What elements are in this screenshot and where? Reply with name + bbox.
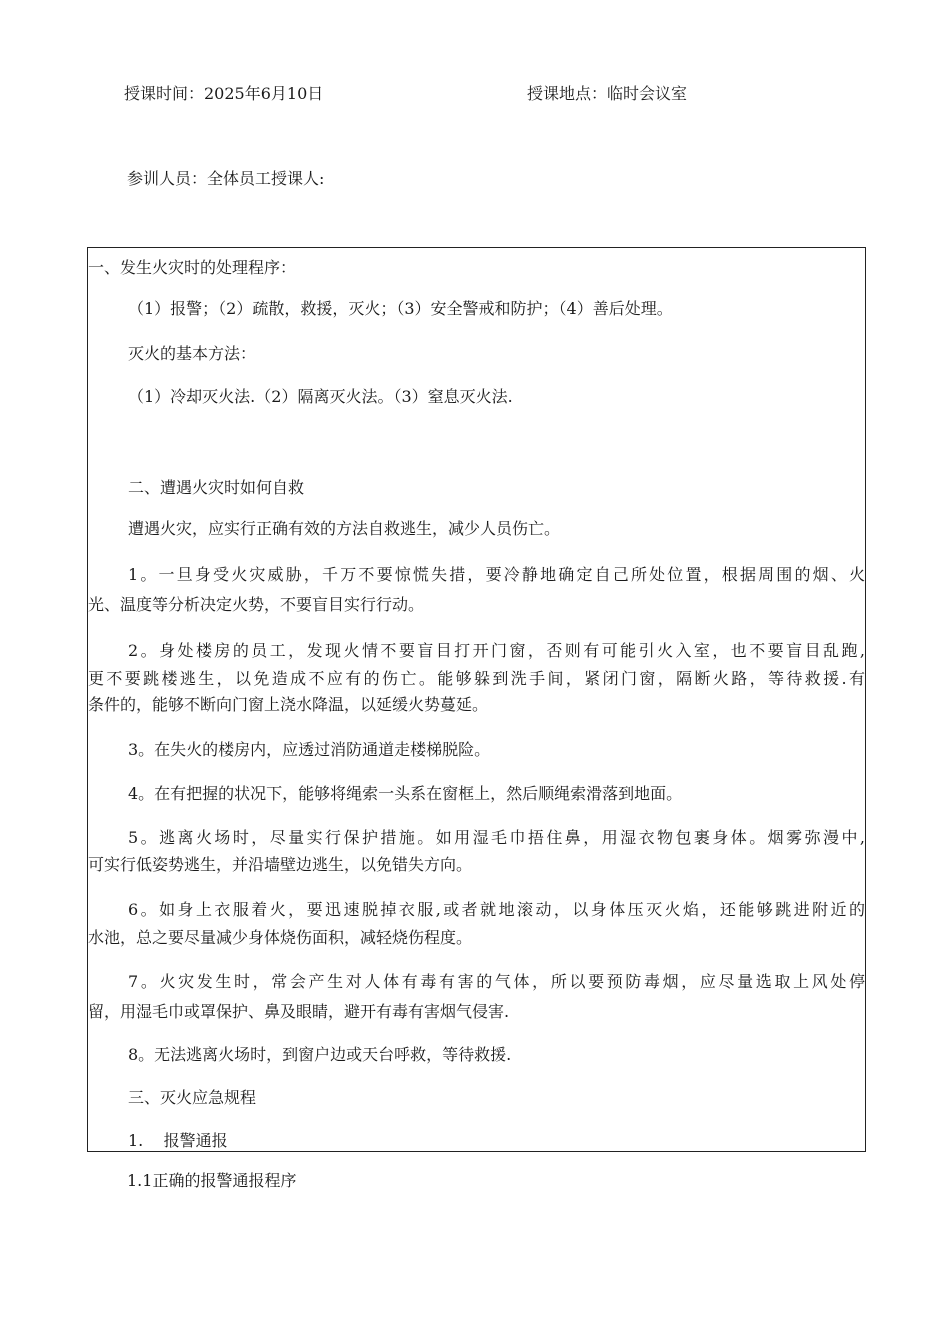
- item-3: 3。在失火的楼房内，应透过消防通道走楼梯脱险。: [128, 740, 491, 759]
- item-1-line-2: 光、温度等分析决定火势，不要盲目实行行动。: [88, 595, 425, 614]
- item-7-line-1: 7。火灾发生时，常会产生对人体有毒有害的气体，所以要预防毒烟，应尽量选取上风处停: [128, 972, 865, 991]
- item-2-line-3: 条件的，能够不断向门窗上浇水降温，以延缓火势蔓延。: [88, 695, 489, 714]
- item-7-line-2: 留，用湿毛巾或罩保护、鼻及眼睛，避开有毒有害烟气侵害.: [88, 1002, 510, 1021]
- content-box: [87, 247, 866, 1152]
- item-6-line-2: 水池，总之要尽量减少身体烧伤面积，减轻烧伤程度。: [88, 928, 473, 947]
- item-5-line-1: 5。逃离火场时，尽量实行保护措施。如用湿毛巾捂住鼻，用湿衣物包裹身体。烟雾弥漫中,: [128, 828, 865, 847]
- item-8: 8。无法逃离火场时，到窗户边或天台呼救，等待救援.: [128, 1045, 512, 1064]
- class-time: 授课时间：2025年6月10日: [124, 84, 324, 103]
- item-1-line-1: 1。一旦身受火灾威胁，千万不要惊慌失措，要冷静地确定自己所处位置，根据周围的烟、火: [128, 565, 865, 584]
- section-1-steps: （1）报警；（2）疏散，救援，灭火；（3）安全警戒和防护；（4）善后处理。: [128, 299, 673, 318]
- item-5-line-2: 可实行低姿势逃生，并沿墙壁边逃生，以免错失方向。: [88, 855, 473, 874]
- section-1-methods: （1）冷却灭火法.（2）隔离灭火法。（3）窒息灭火法.: [128, 387, 513, 406]
- section-3-title: 三、灭火应急规程: [128, 1088, 257, 1107]
- item-6-line-1: 6。如身上衣服着火，要迅速脱掉衣服,或者就地滚动，以身体压灭火焰，还能够跳进附近的: [128, 900, 865, 919]
- item-2-line-2: 更不要跳楼逃生，以免造成不应有的伤亡。能够躲到洗手间，紧闭门窗，隔断火路，等待救援.有: [88, 669, 865, 688]
- section-1-title: 一、发生火灾时的处理程序：: [88, 258, 297, 277]
- item-2-line-1: 2。身处楼房的员工，发现火情不要盲目打开门窗，否则有可能引火入室，也不要盲目乱跑,: [128, 641, 865, 660]
- class-location: 授课地点：临时会议室: [527, 84, 688, 103]
- section-3-item-1: 1. 报警通报: [128, 1131, 228, 1150]
- item-4: 4。在有把握的状况下，能够将绳索一头系在窗框上，然后顺绳索滑落到地面。: [128, 784, 683, 803]
- subsection-1-1-title: 1.1正确的报警通报程序: [127, 1171, 297, 1190]
- section-2-intro: 遭遇火灾，应实行正确有效的方法自救逃生，减少人员伤亡。: [128, 519, 561, 538]
- section-2-title: 二、遭遇火灾时如何自救: [128, 478, 305, 497]
- participants: 参训人员：全体员工授课人:: [127, 169, 325, 188]
- section-1-methods-title: 灭火的基本方法：: [128, 344, 257, 363]
